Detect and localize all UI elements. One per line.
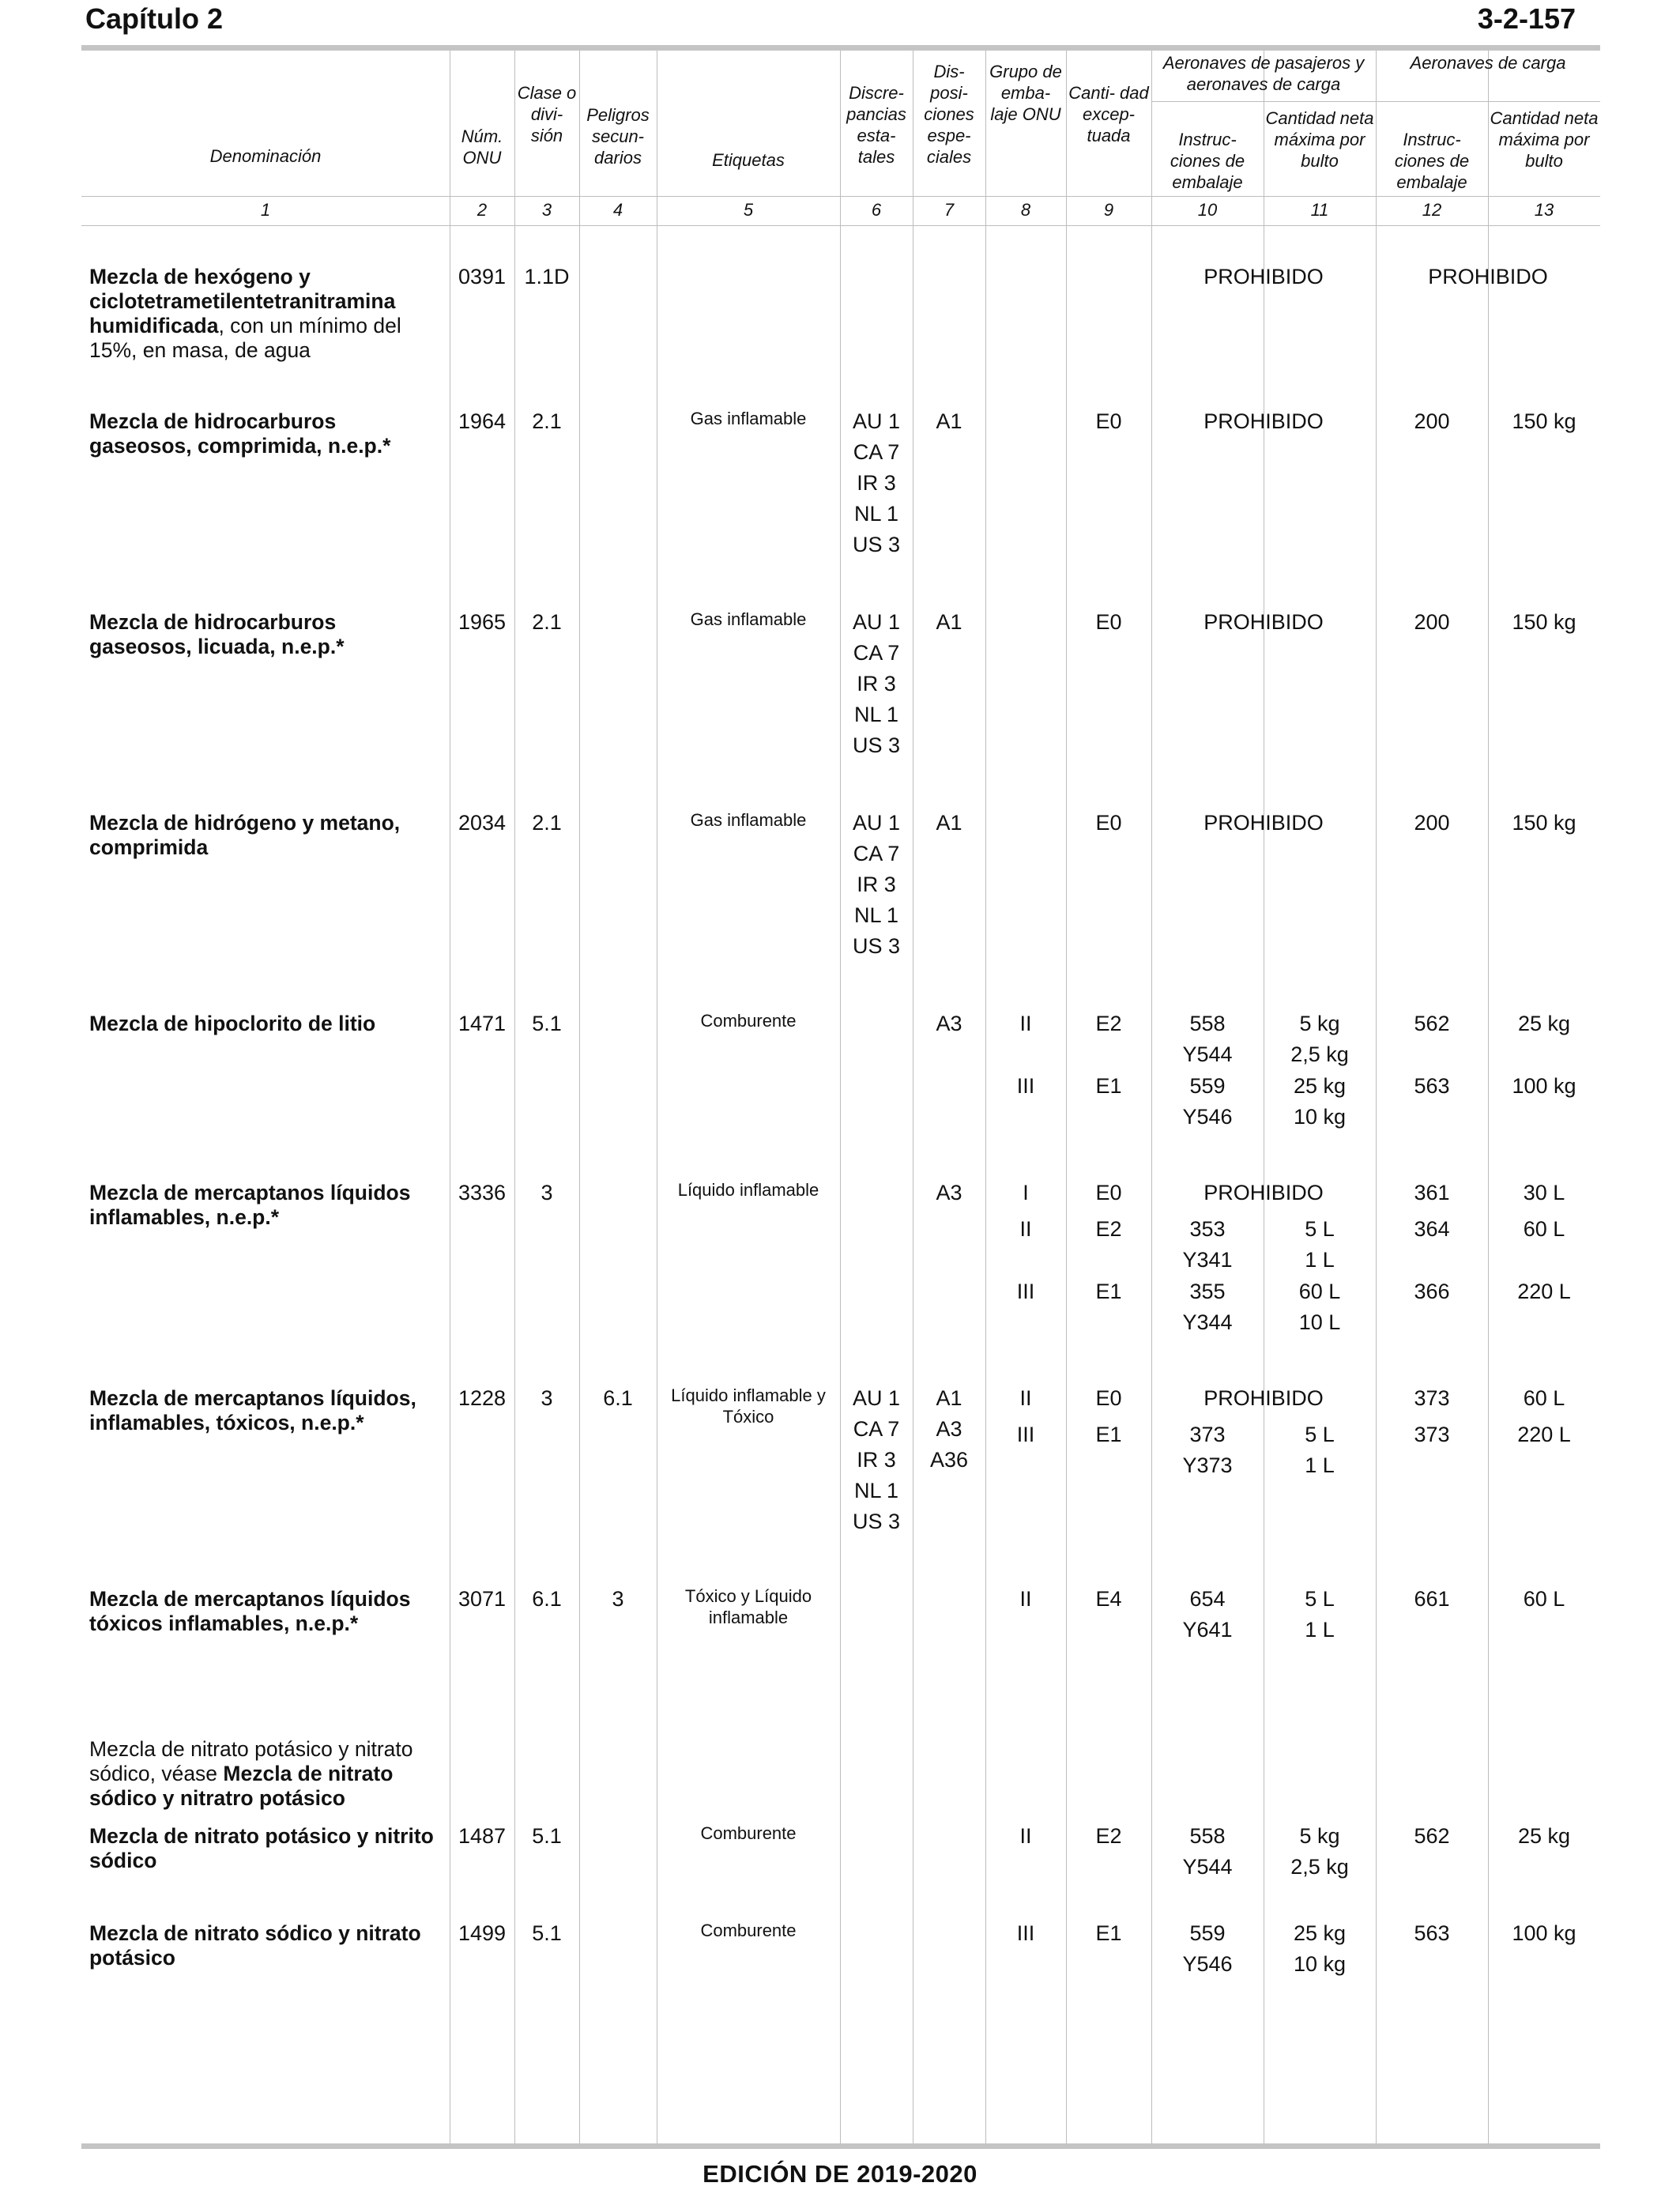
bottom-rule	[81, 2143, 1600, 2149]
label-cell: Gas inflamable	[690, 609, 807, 629]
col-header-packing-group: Grupo de emba- laje ONU	[989, 62, 1062, 124]
passenger-max-quantity-cell: 25 kg 10 kg	[1293, 1074, 1347, 1129]
col-number: 13	[1534, 200, 1554, 220]
passenger-prohibited-cell: PROHIBIDO	[1203, 1181, 1324, 1204]
cargo-packing-instruction-cell: 364	[1414, 1217, 1450, 1241]
passenger-prohibited-cell: PROHIBIDO	[1203, 1386, 1324, 1410]
name-bold-part: Mezcla de nitrato sódico y nitrato potásico	[89, 1921, 421, 1970]
cargo-max-quantity-cell: 60 L	[1523, 1587, 1565, 1611]
un-number-cell: 2034	[458, 811, 507, 835]
cargo-max-quantity-cell: 150 kg	[1512, 610, 1576, 634]
passenger-packing-instruction-cell: 355 Y344	[1182, 1280, 1233, 1334]
passenger-prohibited-cell: PROHIBIDO	[1203, 610, 1324, 634]
un-number-cell: 0391	[458, 265, 507, 288]
passenger-packing-instruction-cell: 559 Y546	[1182, 1074, 1233, 1129]
label-cell: Gas inflamable	[690, 810, 807, 830]
col-group-passenger-cargo: Aeronaves de pasajeros y aeronaves de carga	[1162, 53, 1365, 94]
col-divider	[579, 51, 580, 2143]
dangerous-goods-table	[81, 51, 1600, 2143]
col-number: 7	[944, 200, 955, 220]
excepted-quantity-cell: E1	[1095, 1921, 1122, 1945]
col-header-state-variations: Discre- pancias esta- tales	[846, 83, 906, 167]
passenger-packing-instruction-cell: 558 Y544	[1182, 1012, 1233, 1066]
passenger-max-quantity-cell: 5 L 1 L	[1305, 1423, 1335, 1477]
excepted-quantity-cell: E2	[1095, 1824, 1122, 1848]
substance-name	[89, 265, 437, 363]
name-bold-part: Mezcla de nitrato sódico y nitratro potásico	[89, 1762, 394, 1810]
special-provision-cell: A1	[936, 409, 962, 433]
passenger-prohibited-cell: PROHIBIDO	[1203, 811, 1324, 835]
substance-name	[89, 1921, 437, 1970]
substance-name	[89, 409, 437, 458]
passenger-packing-instruction-cell: 559 Y546	[1182, 1921, 1233, 1976]
cargo-packing-instruction-cell: 373	[1414, 1423, 1450, 1446]
packing-group-cell: II	[1019, 1217, 1032, 1241]
excepted-quantity-cell: E0	[1095, 1386, 1122, 1410]
label-cell: Comburente	[700, 1011, 797, 1031]
excepted-quantity-cell: E1	[1095, 1280, 1122, 1303]
edition-footer: EDICIÓN DE 2019-2020	[703, 2160, 977, 2188]
label-cell: Comburente	[700, 1921, 797, 1940]
cargo-max-quantity-cell: 25 kg	[1517, 1012, 1571, 1035]
class-cell: 3	[541, 1181, 553, 1204]
state-variation-cell: AU 1 CA 7 IR 3 NL 1 US 3	[852, 610, 901, 757]
passenger-packing-instruction-cell: 558 Y544	[1182, 1824, 1233, 1879]
name-bold-part: Mezcla de nitrato potásico y nitrito sódico	[89, 1824, 434, 1872]
name-bold-part: Mezcla de hipoclorito de litio	[89, 1012, 376, 1035]
class-cell: 1.1D	[524, 265, 570, 288]
class-cell: 5.1	[532, 1921, 562, 1945]
excepted-quantity-cell: E2	[1095, 1217, 1122, 1241]
substance-name	[89, 1181, 437, 1230]
name-bold-part: Mezcla de hidrógeno y metano, comprimida	[89, 811, 401, 859]
group-header-rule	[1151, 101, 1600, 102]
name-cross-reference-text: Mezcla de nitrato potásico y nitrato sódico, véase	[89, 1737, 413, 1785]
name-bold-part: Mezcla de mercaptanos líquidos, inflamables, tóxicos, n.e.p.*	[89, 1386, 416, 1434]
name-bold-part: Mezcla de hidrocarburos gaseosos, comprimida, n.e.p.*	[89, 409, 391, 458]
passenger-prohibited-cell: PROHIBIDO	[1203, 265, 1324, 288]
cargo-packing-instruction-cell: 562	[1414, 1824, 1450, 1848]
excepted-quantity-cell: E4	[1095, 1587, 1122, 1611]
top-rule	[81, 45, 1600, 51]
name-qualifier: , con un mínimo del 15%, en masa, de agua	[89, 314, 401, 362]
cargo-max-quantity-cell: 60 L	[1523, 1217, 1565, 1241]
substance-name	[89, 1587, 437, 1636]
passenger-max-quantity-cell: 5 L 1 L	[1305, 1217, 1335, 1272]
cargo-max-quantity-cell: 150 kg	[1512, 409, 1576, 433]
col-number: 10	[1197, 200, 1218, 220]
class-cell: 2.1	[532, 610, 562, 634]
cargo-packing-instruction-cell: 200	[1414, 610, 1450, 634]
packing-group-cell: III	[1016, 1423, 1035, 1446]
excepted-quantity-cell: E1	[1095, 1423, 1122, 1446]
number-row-rule	[81, 225, 1600, 226]
passenger-max-quantity-cell: 5 L 1 L	[1305, 1587, 1335, 1642]
substance-name	[89, 1737, 437, 1811]
cargo-max-quantity-cell: 100 kg	[1512, 1921, 1576, 1945]
header-rule	[81, 196, 1600, 197]
class-cell: 2.1	[532, 409, 562, 433]
cargo-packing-instruction-cell: 366	[1414, 1280, 1450, 1303]
un-number-cell: 3071	[458, 1587, 507, 1611]
cargo-packing-instruction-cell: 661	[1414, 1587, 1450, 1611]
cargo-max-quantity-cell: 220 L	[1517, 1423, 1571, 1446]
un-number-cell: 3336	[458, 1181, 507, 1204]
special-provision-cell: A1 A3 A36	[929, 1386, 969, 1472]
class-cell: 5.1	[532, 1012, 562, 1035]
passenger-max-quantity-cell: 5 kg 2,5 kg	[1290, 1824, 1349, 1879]
state-variation-cell: AU 1 CA 7 IR 3 NL 1 US 3	[852, 1386, 901, 1533]
col-number: 3	[541, 200, 552, 220]
un-number-cell: 1964	[458, 409, 507, 433]
cargo-packing-instruction-cell: 563	[1414, 1921, 1450, 1945]
label-cell: Comburente	[700, 1823, 797, 1843]
col-header-un-number: Núm. ONU	[461, 126, 503, 168]
passenger-max-quantity-cell: 5 kg 2,5 kg	[1290, 1012, 1349, 1066]
class-cell: 3	[541, 1386, 553, 1410]
col-number: 12	[1422, 200, 1442, 220]
un-number-cell: 1228	[458, 1386, 507, 1410]
excepted-quantity-cell: E0	[1095, 811, 1122, 835]
packing-group-cell: III	[1016, 1074, 1035, 1098]
passenger-packing-instruction-cell: 353 Y341	[1182, 1217, 1233, 1272]
label-cell: Tóxico y Líquido inflamable	[684, 1586, 812, 1627]
special-provision-cell: A3	[936, 1181, 962, 1204]
packing-group-cell: II	[1019, 1386, 1032, 1410]
col-header-subsidiary-risk: Peligros secun- darios	[586, 105, 650, 168]
name-bold-part: Mezcla de mercaptanos líquidos tóxicos inflamables, n.e.p.*	[89, 1587, 411, 1635]
col-number: 8	[1020, 200, 1031, 220]
col-header-max-quantity-11: Cantidad neta máxima por bulto	[1265, 108, 1374, 171]
cargo-max-quantity-cell: 150 kg	[1512, 811, 1576, 835]
cargo-packing-instruction-cell: 373	[1414, 1386, 1450, 1410]
substance-name	[89, 1824, 437, 1873]
cargo-prohibited-cell: PROHIBIDO	[1428, 265, 1548, 288]
col-number: 2	[477, 200, 488, 220]
page-number: 3-2-157	[1477, 2, 1576, 35]
chapter-title: Capítulo 2	[85, 2, 224, 35]
un-number-cell: 1499	[458, 1921, 507, 1945]
col-header-packing-instruction-12: Instruc- ciones de embalaje	[1394, 130, 1470, 192]
col-header-labels: Etiquetas	[712, 150, 785, 170]
col-header-denominacion: Denominación	[209, 146, 322, 166]
substance-name	[89, 1012, 437, 1036]
cargo-packing-instruction-cell: 563	[1414, 1074, 1450, 1098]
col-number: 9	[1103, 200, 1114, 220]
passenger-max-quantity-cell: 25 kg 10 kg	[1293, 1921, 1347, 1976]
passenger-packing-instruction-cell: 373 Y373	[1182, 1423, 1233, 1477]
label-cell: Líquido inflamable y Tóxico	[671, 1385, 826, 1427]
passenger-prohibited-cell: PROHIBIDO	[1203, 409, 1324, 433]
class-cell: 6.1	[532, 1587, 562, 1611]
special-provision-cell: A3	[936, 1012, 962, 1035]
col-number: 5	[743, 200, 754, 220]
col-number: 11	[1310, 200, 1329, 220]
packing-group-cell: I	[1023, 1181, 1029, 1204]
cargo-packing-instruction-cell: 361	[1414, 1181, 1450, 1204]
class-cell: 2.1	[532, 811, 562, 835]
name-bold-part: Mezcla de mercaptanos líquidos inflamables, n.e.p.*	[89, 1181, 411, 1229]
subsidiary-risk-cell: 6.1	[603, 1386, 633, 1410]
state-variation-cell: AU 1 CA 7 IR 3 NL 1 US 3	[852, 409, 901, 556]
excepted-quantity-cell: E0	[1095, 610, 1122, 634]
label-cell: Líquido inflamable	[677, 1180, 819, 1200]
cargo-packing-instruction-cell: 562	[1414, 1012, 1450, 1035]
col-number: 4	[612, 200, 623, 220]
packing-group-cell: II	[1019, 1587, 1032, 1611]
un-number-cell: 1487	[458, 1824, 507, 1848]
cargo-packing-instruction-cell: 200	[1414, 409, 1450, 433]
substance-name	[89, 1386, 437, 1435]
excepted-quantity-cell: E2	[1095, 1012, 1122, 1035]
packing-group-cell: II	[1019, 1824, 1032, 1848]
substance-name	[89, 610, 437, 659]
cargo-max-quantity-cell: 100 kg	[1512, 1074, 1576, 1098]
cargo-max-quantity-cell: 220 L	[1517, 1280, 1571, 1303]
state-variation-cell: AU 1 CA 7 IR 3 NL 1 US 3	[852, 811, 901, 958]
special-provision-cell: A1	[936, 610, 962, 634]
name-bold-part: Mezcla de hexógeno y ciclotetrametilentetranitramina humidificada	[89, 265, 396, 337]
cargo-max-quantity-cell: 25 kg	[1517, 1824, 1571, 1848]
cargo-max-quantity-cell: 30 L	[1523, 1181, 1565, 1204]
excepted-quantity-cell: E0	[1095, 1181, 1122, 1204]
excepted-quantity-cell: E0	[1095, 409, 1122, 433]
label-cell: Gas inflamable	[690, 409, 807, 428]
col-header-special-provisions: Dis- posi- ciones espe- ciales	[924, 62, 974, 167]
subsidiary-risk-cell: 3	[612, 1587, 624, 1611]
un-number-cell: 1471	[458, 1012, 507, 1035]
excepted-quantity-cell: E1	[1095, 1074, 1122, 1098]
name-bold-part: Mezcla de hidrocarburos gaseosos, licuada, n.e.p.*	[89, 610, 345, 658]
cargo-packing-instruction-cell: 200	[1414, 811, 1450, 835]
packing-group-cell: III	[1016, 1280, 1035, 1303]
col-number: 1	[260, 200, 271, 220]
cargo-max-quantity-cell: 60 L	[1523, 1386, 1565, 1410]
col-header-class: Clase o divi- sión	[517, 83, 577, 145]
col-header-excepted-quantity: Canti- dad excep- tuada	[1068, 83, 1149, 145]
passenger-packing-instruction-cell: 654 Y641	[1182, 1587, 1233, 1642]
packing-group-cell: II	[1019, 1012, 1032, 1035]
passenger-max-quantity-cell: 60 L 10 L	[1298, 1280, 1341, 1334]
class-cell: 5.1	[532, 1824, 562, 1848]
un-number-cell: 1965	[458, 610, 507, 634]
col-divider	[840, 51, 841, 2143]
special-provision-cell: A1	[936, 811, 962, 835]
col-group-cargo-only: Aeronaves de carga	[1410, 53, 1566, 73]
col-header-max-quantity-13: Cantidad neta máxima por bulto	[1490, 108, 1599, 171]
col-number: 6	[871, 200, 882, 220]
substance-name	[89, 811, 437, 860]
packing-group-cell: III	[1016, 1921, 1035, 1945]
col-header-packing-instruction-10: Instruc- ciones de embalaje	[1170, 130, 1245, 192]
